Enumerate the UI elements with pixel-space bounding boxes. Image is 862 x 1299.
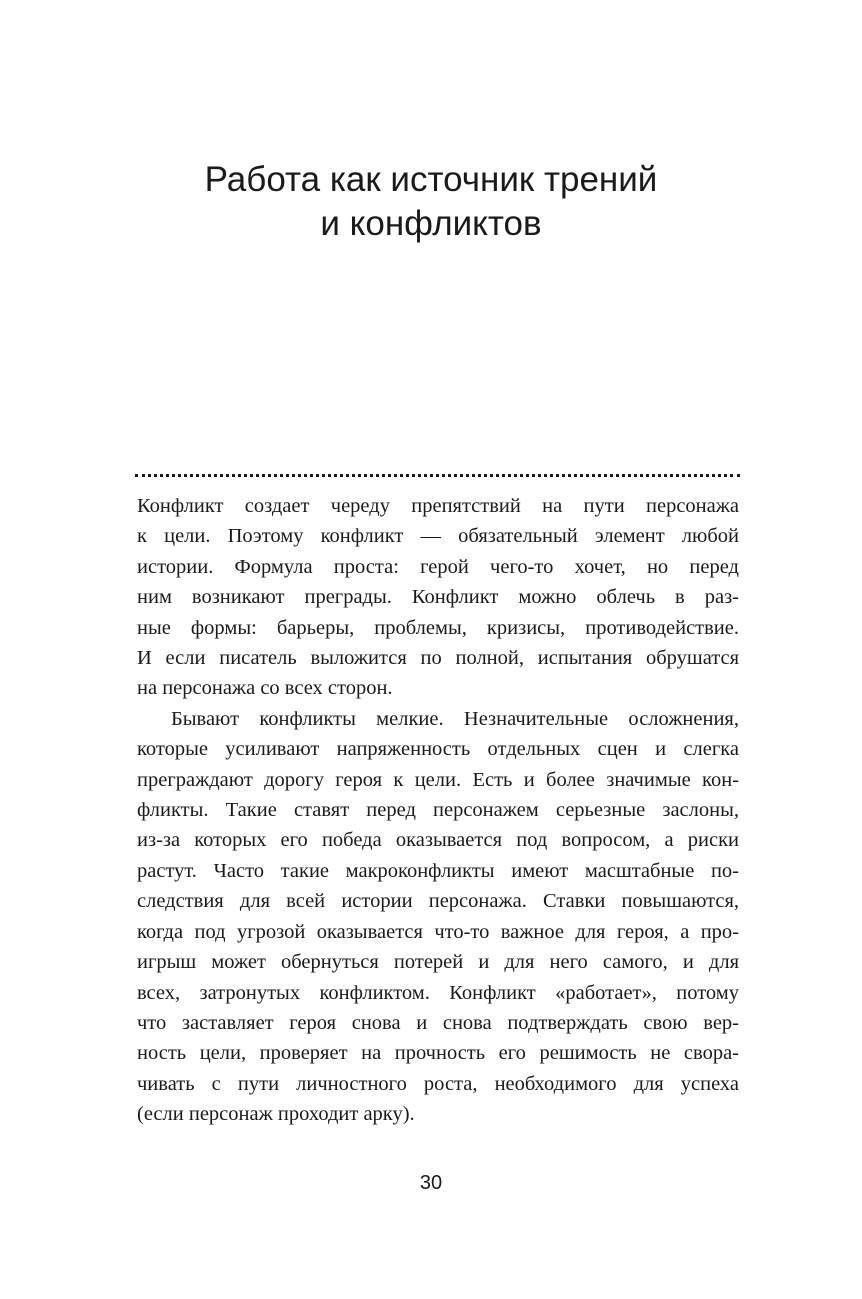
text-line: ные формы: барьеры, проблемы, кризисы, противодействие. — [137, 616, 739, 639]
text-line: чивать с пути личностного роста, необходимого для успеха — [137, 1072, 739, 1095]
text-line: И если писатель выложится по полной, испытания обрушатся — [137, 647, 739, 670]
chapter-title-line-1: Работа как источник трений — [204, 160, 658, 199]
text-line: ним возникают преграды. Конфликт можно облечь в раз- — [137, 586, 739, 609]
chapter-title-line-2: и конфликтов — [320, 204, 542, 243]
text-line: (если персонаж проходит арку). — [137, 1103, 415, 1126]
text-line: преграждают дорогу героя к цели. Есть и более значимые кон- — [137, 768, 739, 791]
text-line: на персонажа со всех сторон. — [137, 677, 393, 700]
text-line: к цели. Поэтому конфликт — обязательный элемент любой — [137, 525, 739, 548]
text-line: растут. Часто такие макроконфликты имеют масштабные по- — [137, 859, 739, 882]
text-line: которые усиливают напряженность отдельных сцен и слегка — [137, 738, 739, 761]
text-line: ность цели, проверяет на прочность его решимость не свора- — [137, 1042, 739, 1065]
text-line: игрыш может обернуться потерей и для него самого, и для — [137, 951, 739, 974]
paragraph-1 — [137, 491, 739, 704]
text-line: истории. Формула проста: герой чего-то хочет, но перед — [137, 555, 739, 578]
chapter-title — [0, 158, 862, 246]
text-line: Конфликт создает череду препятствий на пути персонажа — [137, 495, 739, 517]
text-line: Бывают конфликты мелкие. Незначительные осложнения, — [171, 707, 739, 730]
paragraph-2 — [137, 704, 739, 1130]
text-line: фликты. Такие ставят перед персонажем серьезные заслоны, — [137, 799, 739, 822]
text-line: всех, затронутых конфликтом. Конфликт «работает», потому — [137, 981, 739, 1004]
dotted-divider — [135, 474, 740, 477]
text-line: что заставляет героя снова и снова подтверждать свою вер- — [137, 1011, 739, 1034]
text-line: из-за которых его победа оказывается под вопросом, а риски — [137, 829, 739, 852]
body-text — [137, 491, 739, 1130]
text-line: когда под угрозой оказывается что-то важное для героя, а про- — [137, 920, 739, 943]
page-number: 30 — [419, 1172, 443, 1194]
text-line: следствия для всей истории персонажа. Ставки повышаются, — [137, 890, 739, 913]
